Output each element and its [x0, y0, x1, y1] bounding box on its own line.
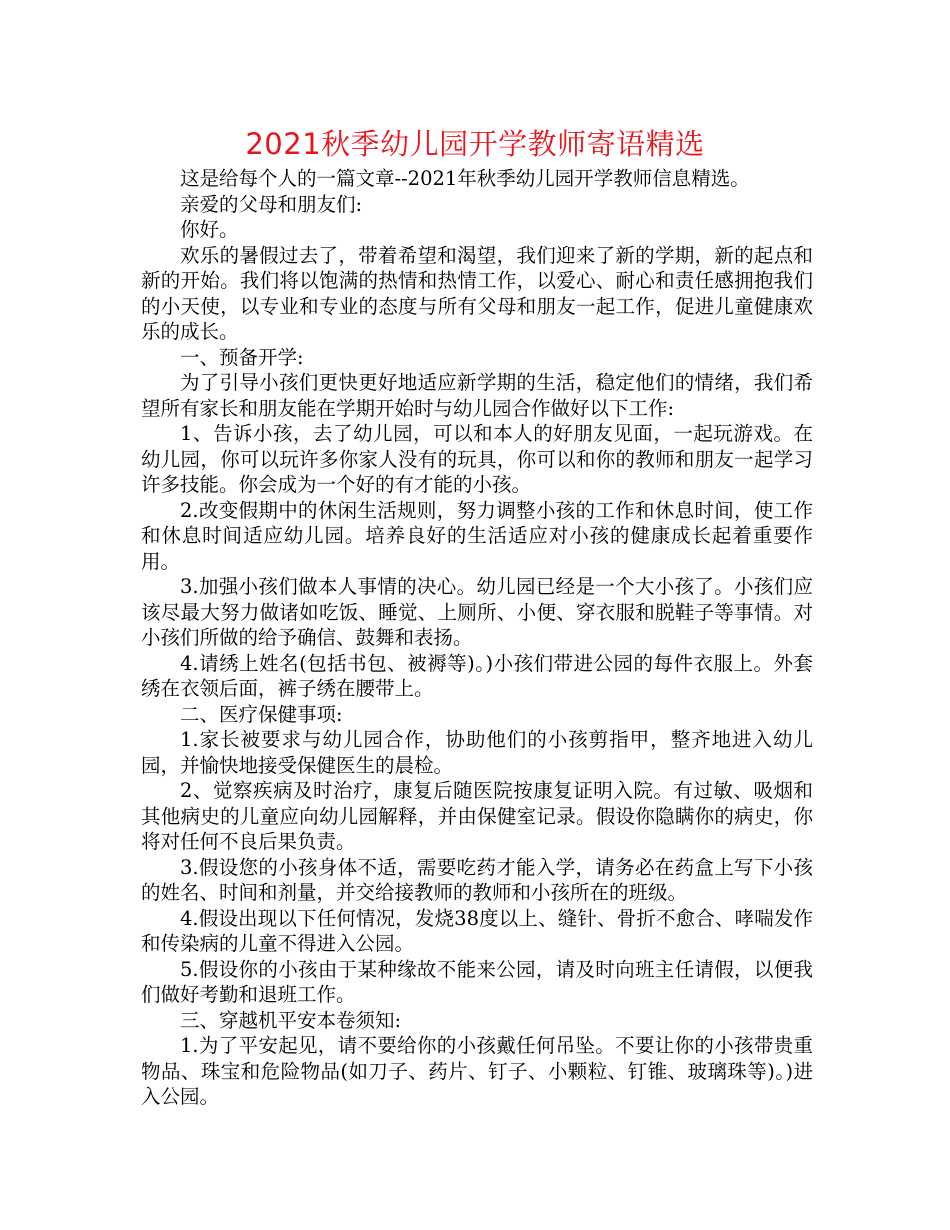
document-body — [141, 166, 813, 1110]
list-item: 3.加强小孩们做本人事情的决心。幼儿园已经是一个大小孩了。小孩们应该尽最大努力做诸如吃饭、睡觉、上厕所、小便、穿衣服和脱鞋子等事情。对小孩们所做的给予确信、鼓舞和表扬。 — [141, 575, 813, 649]
document-title: 2021秋季幼儿园开学教师寄语精选 — [245, 127, 705, 161]
paragraph-intro: 这是给每个人的一篇文章--2021年秋季幼儿园开学教师信息精选。 — [180, 167, 750, 190]
list-item: 1.为了平安起见，请不要给你的小孩戴任何吊坠。不要让你的小孩带贵重物品、珠宝和危险物品(如刀子、药片、钉子、小颗粒、钉锥、玻璃珠等)。)进入公园。 — [141, 1034, 813, 1108]
paragraph-preparation-intro: 为了引导小孩们更快更好地适应新学期的生活，稳定他们的情绪，我们希望所有家长和朋友能在学期开始时与幼儿园合作做好以下工作: — [141, 371, 813, 420]
list-item: 1.家长被要求与幼儿园合作，协助他们的小孩剪指甲，整齐地进入幼儿园，并愉快地接受保健医生的晨检。 — [141, 728, 813, 777]
paragraph-salutation: 亲爱的父母和朋友们: — [180, 192, 363, 216]
list-item: 2、觉察疾病及时治疗，康复后随医院按康复证明入院。有过敏、吸烟和其他病史的儿童应向幼儿园解释，并由保健室记录。假设你隐瞒你的病史，你将对任何不良后果负责。 — [141, 779, 813, 853]
list-item: 5.假设你的小孩由于某种缘故不能来公园，请及时向班主任请假，以便我们做好考勤和退班工作。 — [141, 957, 813, 1006]
list-item: 4.请绣上姓名(包括书包、被褥等)。)小孩们带进公园的每件衣服上。外套绣在衣领后面，裤子绣在腰带上。 — [141, 651, 813, 700]
section-heading-safety: 三、穿越机平安本卷须知: — [180, 1008, 402, 1032]
list-item: 4.假设出现以下任何情况，发烧38度以上、缝针、骨折不愈合、哮喘发作和传染病的儿童不得进入公园。 — [141, 906, 813, 955]
list-item: 2.改变假期中的休闲生活规则，努力调整小孩的工作和休息时间，使工作和休息时间适应幼儿园。培养良好的生活适应对小孩的健康成长起着重要作用。 — [141, 498, 813, 573]
paragraph-greeting: 你好。 — [180, 218, 239, 241]
list-item: 1、告诉小孩，去了幼儿园，可以和本人的好朋友见面，一起玩游戏。在幼儿园，你可以玩许多你家人没有的玩具，你可以和你的教师和朋友一起学习许多技能。你会成为一个好的有才能的小孩。 — [141, 422, 813, 496]
section-heading-healthcare: 二、医疗保健事项: — [180, 702, 343, 726]
paragraph-opening: 欢乐的暑假过去了，带着希望和渴望，我们迎来了新的学期，新的起点和新的开始。我们将以饱满的热情和热情工作，以爱心、耐心和责任感拥抱我们的小天使，以专业和专业的态度与所有父母和朋友一起工作，促进儿童健康欢乐的成长。 — [141, 243, 813, 343]
list-item: 3.假设您的小孩身体不适，需要吃药才能入学，请务必在药盒上写下小孩的姓名、时间和剂量，并交给接教师的教师和小孩所在的班级。 — [141, 855, 813, 904]
section-heading-preparation: 一、预备开学: — [180, 345, 304, 369]
